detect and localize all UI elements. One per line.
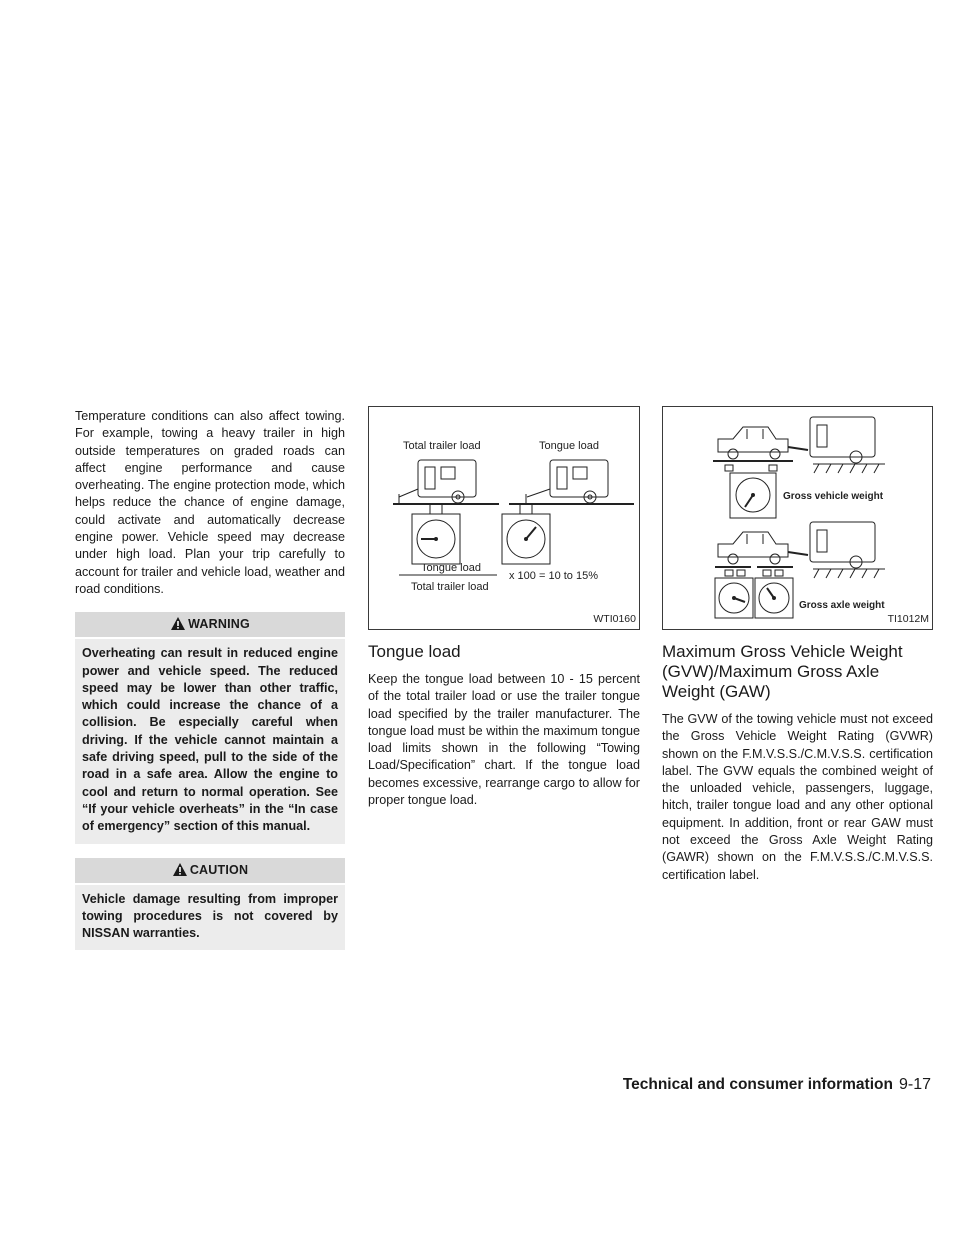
caution-text: Vehicle damage resulting from improper towing procedures is not covered by NISSAN warranties.: [75, 885, 345, 951]
warning-box: [75, 612, 345, 843]
formula-numerator: Tongue load: [421, 562, 481, 574]
tongue-load-figure: [368, 406, 640, 630]
warning-text: Overheating can result in reduced engine power and vehicle speed. The reduced speed may be lower than other traffic, which could increase the chance of a collision. Be especially careful when driving. If the vehicle cannot maintain a safe driving speed, pull to the side of the road in a safe area. Allow the engine to cool and return to normal operation. See “If your vehicle overheats” in the “In case of emergency” section of this manual.: [75, 639, 345, 843]
label-tongue-load: Tongue load: [539, 440, 599, 452]
tow-vehicle-top-icon: [713, 417, 885, 473]
caution-box: [75, 858, 345, 951]
label-total-trailer-load: Total trailer load: [403, 440, 481, 452]
trailer-right-icon: [509, 460, 634, 504]
page-footer: [623, 1076, 931, 1094]
page-number: 9-17: [898, 1076, 931, 1093]
left-column: [75, 408, 345, 950]
caution-title: CAUTION: [189, 862, 249, 877]
label-gross-vehicle-weight: Gross vehicle weight: [783, 491, 884, 502]
tongue-load-illustration: [369, 407, 639, 629]
warning-title: WARNING: [188, 617, 250, 632]
gross-weight-figure: [662, 406, 933, 630]
caution-triangle-icon: [172, 862, 188, 877]
tongue-load-paragraph: Keep the tongue load between 10 - 15 percent of the total trailer load or use the trailer tongue load specified by the trailer manufacturer. The tongue load must be within the maximum tongue load limits shown in the following “Towing Load/Specification” chart. If the tongue load becomes excessive, rearrange cargo to allow for proper tongue load.: [368, 672, 640, 808]
tongue-load-heading: Tongue load: [368, 642, 461, 661]
figure-code: WTI0160: [593, 612, 636, 625]
formula-denominator: Total trailer load: [411, 581, 489, 593]
intro-paragraph: Temperature conditions can also affect towing. For example, towing a heavy trailer in high outside temperatures on graded roads can affect engine performance and cause overheating. The engine protection mode, which helps reduce the chance of engine damage, could activate and automatically decrease engine power. Vehicle speed may decrease under high load. Plan your trip carefully to account for trailer and vehicle load, weather and road conditions.: [75, 409, 345, 596]
middle-column: [368, 406, 640, 809]
warning-triangle-icon: [170, 616, 186, 631]
caution-header: [75, 858, 345, 883]
label-gross-axle-weight: Gross axle weight: [799, 600, 885, 611]
right-column: [662, 406, 933, 884]
warning-header: [75, 612, 345, 637]
gvw-gaw-heading: Maximum Gross Vehicle Weight (GVW)/Maximum Gross Axle Weight (GAW): [662, 642, 903, 701]
gvw-gaw-paragraph: The GVW of the towing vehicle must not exceed the Gross Vehicle Weight Rating (GVWR) shown on the F.M.V.S.S./C.M.V.S.S. certification label. The GVW equals the combined weight of the unloaded vehicle, passengers, luggage, hitch, trailer tongue load and any other optional equipment. In addition, front or rear GAW must not exceed the Gross Axle Weight Rating (GAWR) shown on the F.M.V.S.S./C.M.V.S.S. certification label.: [662, 712, 933, 882]
scale-gaw-rear-icon: [755, 570, 793, 618]
figure-code: TI1012M: [887, 612, 929, 625]
scale-gvw-icon: [725, 465, 777, 518]
scale-right-icon: [502, 504, 550, 564]
scale-gaw-front-icon: [715, 570, 753, 618]
formula-result: x 100 = 10 to 15%: [509, 570, 598, 582]
gross-weight-illustration: [663, 407, 932, 629]
footer-section-title: Technical and consumer information: [622, 1076, 893, 1093]
scale-left-icon: [412, 504, 460, 564]
trailer-left-icon: [393, 460, 499, 504]
